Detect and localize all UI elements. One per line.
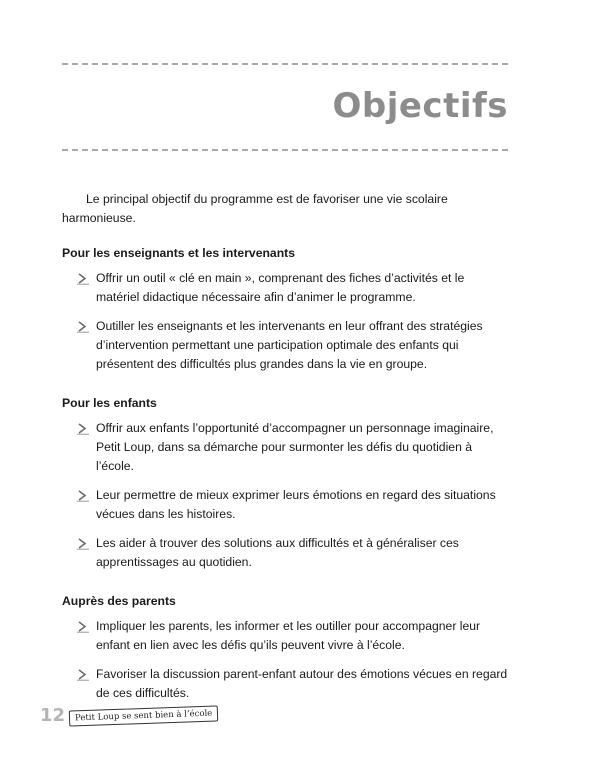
chevron-right-icon bbox=[76, 272, 90, 285]
list-item-text: Offrir un outil « clé en main », comprenant des fiches d’activités et le matériel didactique nécessaire afin d’animer le programme. bbox=[96, 271, 465, 304]
chevron-right-icon bbox=[76, 320, 90, 333]
list-item-text: Les aider à trouver des solutions aux difficultés et à généraliser ces apprentissages au quotidien. bbox=[96, 536, 459, 569]
bullet-list bbox=[62, 617, 508, 703]
list-item bbox=[62, 617, 508, 655]
chevron-right-icon bbox=[76, 422, 90, 435]
page-content bbox=[62, 190, 508, 723]
section-heading: Auprès des parents bbox=[62, 594, 176, 608]
top-dashed-rule bbox=[62, 63, 508, 65]
list-item bbox=[62, 419, 508, 476]
chevron-right-icon bbox=[76, 620, 90, 633]
list-item bbox=[62, 486, 508, 524]
book-title-tag: Petit Loup se sent bien à l’école bbox=[69, 705, 219, 726]
list-item-text: Outiller les enseignants et les intervenants en leur offrant des stratégies d’intervention permettant une participation optimale des enfants qui présentent des difficultés plus grandes dans la vie en groupe. bbox=[96, 319, 483, 371]
section bbox=[62, 244, 508, 374]
chevron-right-icon bbox=[76, 668, 90, 681]
list-item bbox=[62, 317, 508, 374]
bottom-dashed-rule bbox=[62, 149, 508, 151]
section bbox=[62, 394, 508, 572]
list-item bbox=[62, 269, 508, 307]
intro-paragraph: Le principal objectif du programme est de favoriser une vie scolaire harmonieuse. bbox=[62, 192, 448, 225]
section bbox=[62, 592, 508, 703]
bullet-list bbox=[62, 269, 508, 374]
chevron-right-icon bbox=[76, 537, 90, 550]
section-heading: Pour les enfants bbox=[62, 396, 157, 410]
list-item-text: Favoriser la discussion parent-enfant autour des émotions vécues en regard de ces difficultés. bbox=[96, 667, 508, 700]
list-item bbox=[62, 534, 508, 572]
list-item bbox=[62, 665, 508, 703]
list-item-text: Leur permettre de mieux exprimer leurs émotions en regard des situations vécues dans les histoires. bbox=[96, 488, 496, 521]
sections-container bbox=[62, 244, 508, 703]
page-title: Objectifs bbox=[332, 86, 508, 126]
list-item-text: Impliquer les parents, les informer et les outiller pour accompagner leur enfant en lien avec les défis qu’ils peuvent vivre à l’école. bbox=[96, 619, 481, 652]
bullet-list bbox=[62, 419, 508, 572]
page-footer bbox=[40, 705, 218, 726]
list-item-text: Offrir aux enfants l’opportunité d’accompagner un personnage imaginaire, Petit Loup, dans sa démarche pour surmonter les défis du quotidien à l’école. bbox=[96, 421, 494, 473]
section-heading: Pour les enseignants et les intervenants bbox=[62, 246, 295, 260]
page-number: 12 bbox=[40, 705, 66, 726]
chevron-right-icon bbox=[76, 489, 90, 502]
